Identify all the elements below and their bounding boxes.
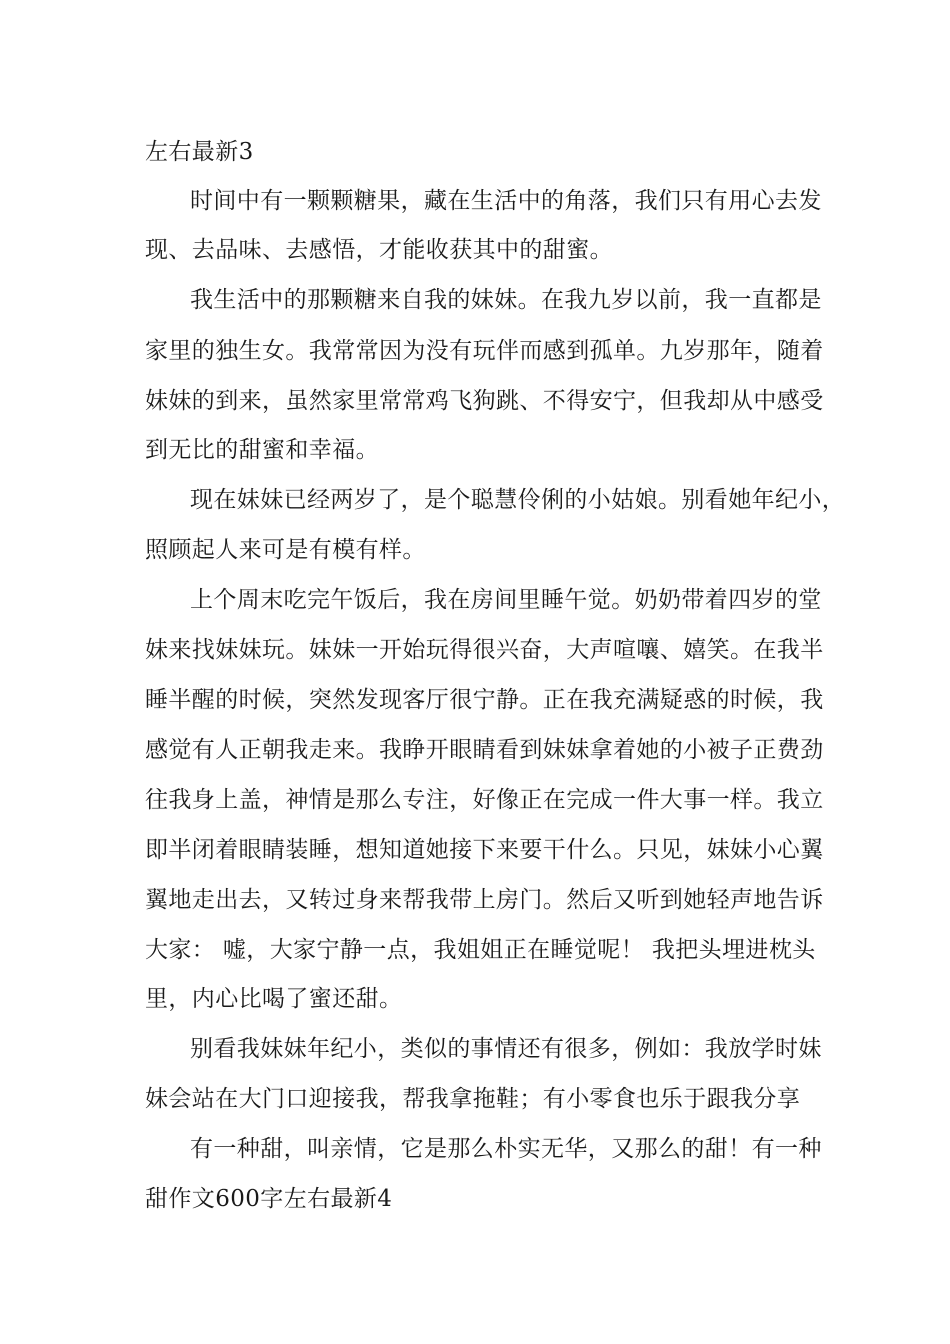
paragraph-4-line-8: 大家： 嘘，大家宁静一点，我姐姐正在睡觉呢！ 我把头埋进枕头 <box>145 937 816 963</box>
paragraph-5-line-1: 别看我妹妹年纪小，类似的事情还有很多，例如：我放学时妹 <box>190 1036 822 1062</box>
paragraph-3-line-1: 现在妹妹已经两岁了，是个聪慧伶俐的小姑娘。别看她年纪小， <box>190 487 846 513</box>
paragraph-4-line-3: 睡半醒的时候，突然发现客厅很宁静。正在我充满疑惑的时候，我 <box>145 687 824 713</box>
paragraph-4-line-2: 妹来找妹妹玩。妹妹一开始玩得很兴奋，大声喧嚷、嬉笑。在我半 <box>145 637 824 663</box>
paragraph-5-line-2: 妹会站在大门口迎接我，帮我拿拖鞋；有小零食也乐于跟我分享 <box>145 1086 801 1112</box>
paragraph-2-line-2: 家里的独生女。我常常因为没有玩伴而感到孤单。九岁那年，随着 <box>145 338 824 364</box>
paragraph-2-line-1: 我生活中的那颗糖来自我的妹妹。在我九岁以前，我一直都是 <box>190 287 822 313</box>
paragraph-4-line-4: 感觉有人正朝我走来。我睁开眼睛看到妹妹拿着她的小被子正费劲 <box>145 737 824 763</box>
paragraph-2-line-3: 妹妹的到来，虽然家里常常鸡飞狗跳、不得安宁，但我却从中感受 <box>145 388 824 414</box>
paragraph-4-line-5: 往我身上盖，神情是那么专注，好像正在完成一件大事一样。我立 <box>145 787 824 813</box>
paragraph-1-line-1: 时间中有一颗颗糖果，藏在生活中的角落，我们只有用心去发 <box>190 188 822 214</box>
paragraph-4-line-9: 里，内心比喝了蜜还甜。 <box>145 986 403 1012</box>
heading-line: 左右最新3 <box>145 139 254 165</box>
paragraph-4-line-7: 翼地走出去，又转过身来帮我带上房门。然后又听到她轻声地告诉 <box>145 887 824 913</box>
paragraph-6-line-2: 甜作文600字左右最新4 <box>145 1186 393 1212</box>
paragraph-3-line-2: 照顾起人来可是有模有样。 <box>145 537 426 563</box>
paragraph-6-line-1: 有一种甜，叫亲情，它是那么朴实无华，又那么的甜！有一种 <box>190 1136 822 1162</box>
paragraph-4-line-6: 即半闭着眼睛装睡，想知道她接下来要干什么。只见，妹妹小心翼 <box>145 837 824 863</box>
paragraph-2-line-4: 到无比的甜蜜和幸福。 <box>145 437 379 463</box>
paragraph-1-line-2: 现、去品味、去感悟，才能收获其中的甜蜜。 <box>145 237 613 263</box>
paragraph-4-line-1: 上个周末吃完午饭后，我在房间里睡午觉。奶奶带着四岁的堂 <box>190 587 822 613</box>
